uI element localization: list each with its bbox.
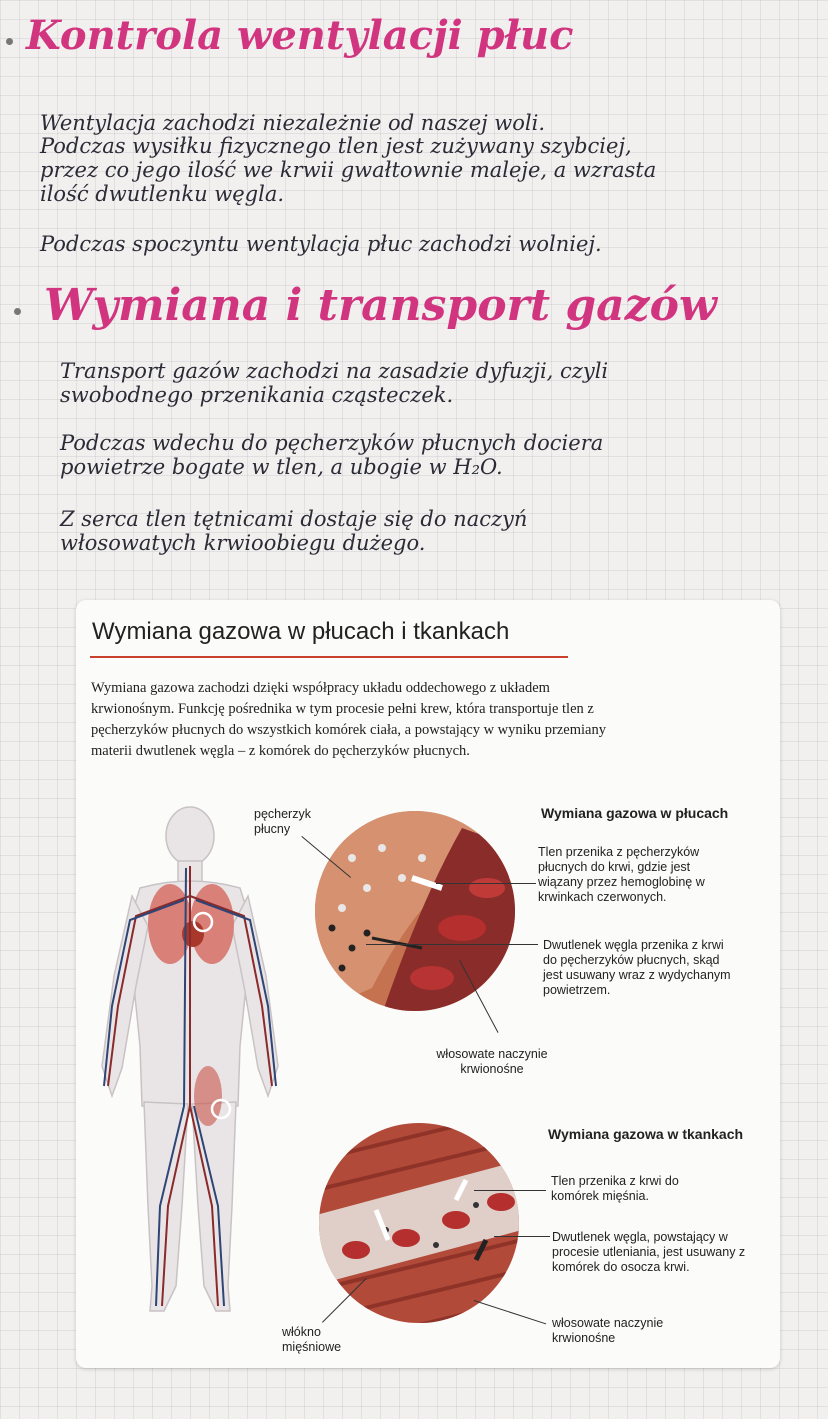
- muscle-tissue-detail-sphere: [316, 1120, 522, 1326]
- note-line: Podczas spoczyntu wentylacja płuc zachodzi wolniej.: [40, 232, 602, 256]
- note-line: ilość dwutlenku węgla.: [40, 182, 285, 206]
- note-line: Transport gazów zachodzi na zasadzie dyfuzji, czyli: [60, 359, 609, 383]
- heading-lung-ventilation: Kontrola wentylacji płuc: [26, 12, 574, 59]
- note-line: powietrze bogate w tlen, a ubogie w H₂O.: [60, 455, 503, 479]
- muscle-fiber-label: włókno mięśniowe: [282, 1325, 342, 1354]
- human-body-illustration: [90, 806, 290, 1326]
- lungs-section-title: Wymiana gazowa w płucach: [541, 805, 729, 821]
- tissues-oxygen-text: Tlen przenika z krwi do komórek mięśnia.: [551, 1174, 679, 1203]
- leader-line: [494, 1236, 550, 1237]
- card-intro-text: Wymiana gazowa zachodzi dzięki współpracy układu oddechowego z układem krwionośnym. Funkcję pośrednika w tym procesie pełni krew, która transportuje tlen z pęcherzyków płucnych do wszystkich komórek ciała, a powstający w wyniku przemiany materii dwutlenek węgla – z komórek do pęcherzyków płucnych.: [91, 680, 606, 759]
- lungs-capillary-label: włosowate naczynie krwionośne: [436, 1047, 548, 1076]
- tissues-section-title: Wymiana gazowa w tkankach: [548, 1126, 744, 1142]
- leader-line: [366, 944, 538, 945]
- note-line: swobodnego przenikania cząsteczek.: [60, 383, 454, 407]
- tissues-co2-text: Dwutlenek węgla, powstający w procesie utleniania, jest usuwany z komórek do osocza krwi.: [552, 1230, 746, 1274]
- lungs-co2-text: Dwutlenek węgla przenika z krwi do pęcherzyków płucnych, skąd jest usuwany wraz z wydychanym powietrzem.: [543, 938, 731, 997]
- title-underline: [90, 656, 568, 658]
- note-line: Podczas wysiłku fizycznego tlen jest zużywany szybciej,: [40, 134, 632, 158]
- bullet-dot: [14, 308, 21, 315]
- leader-line: [436, 883, 536, 884]
- bullet-dot: [6, 38, 13, 45]
- card-title: Wymiana gazowa w płucach i tkankach: [92, 618, 510, 645]
- note-line: Podczas wdechu do pęcherzyków płucnych dociera: [60, 431, 604, 455]
- heading-gas-exchange: Wymiana i transport gazów: [44, 280, 717, 331]
- note-line: włosowatych krwioobiegu dużego.: [60, 531, 426, 555]
- note-line: Wentylacja zachodzi niezależnie od naszej woli.: [40, 111, 546, 135]
- note-line: przez co jego ilość we krwii gwałtownie maleje, a wzrasta: [40, 158, 657, 182]
- leader-line: [474, 1190, 546, 1191]
- lungs-oxygen-text: Tlen przenika z pęcherzyków płucnych do krwi, gdzie jest wiązany przez hemoglobinę w krwinkach czerwonych.: [538, 845, 705, 904]
- textbook-card: [76, 600, 780, 1368]
- tissues-capillary-label: włosowate naczynie krwionośne: [552, 1316, 664, 1345]
- label-alveolus: pęcherzyk płucny: [254, 807, 311, 836]
- alveolus-detail-sphere: [312, 808, 518, 1014]
- note-line: Z serca tlen tętnicami dostaje się do naczyń: [60, 507, 528, 531]
